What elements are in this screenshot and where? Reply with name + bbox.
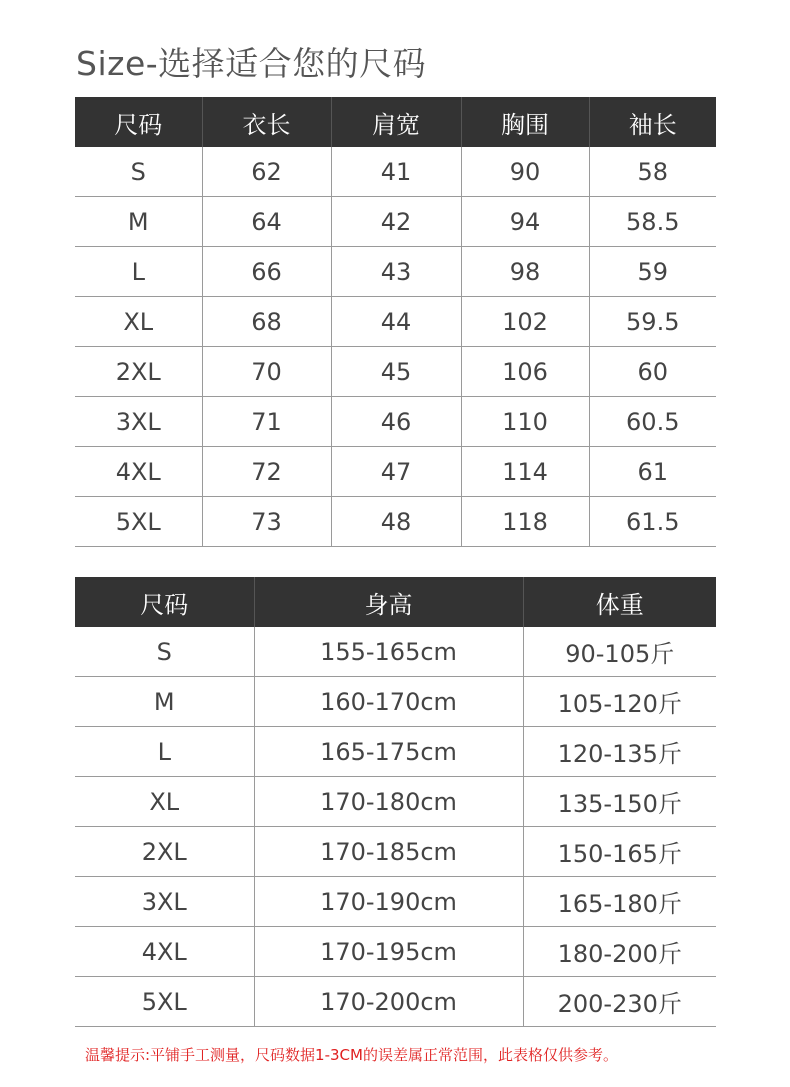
cell-length: 66 [202, 247, 331, 297]
cell-height: 160-170cm [254, 677, 523, 727]
cell-size: XL [75, 297, 202, 347]
cell-sleeve: 58.5 [589, 197, 716, 247]
cell-shoulder: 44 [331, 297, 461, 347]
cell-shoulder: 48 [331, 497, 461, 547]
garment-size-table [75, 97, 716, 547]
cell-height: 170-195cm [254, 927, 523, 977]
cell-sleeve: 61.5 [589, 497, 716, 547]
table-row [75, 397, 716, 447]
cell-size: 4XL [75, 447, 202, 497]
header-length: 衣长 [202, 97, 331, 147]
cell-chest: 102 [461, 297, 589, 347]
table-row [75, 447, 716, 497]
table-header-row [75, 97, 716, 147]
cell-weight: 90-105斤 [523, 627, 716, 677]
cell-height: 170-190cm [254, 877, 523, 927]
table-row [75, 927, 716, 977]
page-title: Size-选择适合您的尺码 [76, 44, 427, 83]
cell-weight: 105-120斤 [523, 677, 716, 727]
cell-shoulder: 47 [331, 447, 461, 497]
cell-size: M [75, 197, 202, 247]
table-row [75, 877, 716, 927]
cell-shoulder: 46 [331, 397, 461, 447]
cell-size: 3XL [75, 877, 254, 927]
table-row [75, 247, 716, 297]
cell-chest: 106 [461, 347, 589, 397]
cell-sleeve: 58 [589, 147, 716, 197]
cell-size: 5XL [75, 497, 202, 547]
fit-size-table [75, 577, 716, 1027]
cell-size: M [75, 677, 254, 727]
cell-size: 3XL [75, 397, 202, 447]
cell-length: 64 [202, 197, 331, 247]
cell-shoulder: 42 [331, 197, 461, 247]
table-row [75, 977, 716, 1027]
cell-size: 2XL [75, 347, 202, 397]
cell-shoulder: 43 [331, 247, 461, 297]
cell-length: 73 [202, 497, 331, 547]
cell-length: 71 [202, 397, 331, 447]
cell-height: 170-200cm [254, 977, 523, 1027]
cell-weight: 135-150斤 [523, 777, 716, 827]
cell-height: 155-165cm [254, 627, 523, 677]
cell-size: S [75, 147, 202, 197]
header-shoulder: 肩宽 [331, 97, 461, 147]
cell-sleeve: 60 [589, 347, 716, 397]
cell-sleeve: 61 [589, 447, 716, 497]
cell-height: 165-175cm [254, 727, 523, 777]
table-row [75, 147, 716, 197]
cell-length: 62 [202, 147, 331, 197]
table-row [75, 197, 716, 247]
table-row [75, 727, 716, 777]
cell-size: L [75, 247, 202, 297]
cell-size: 2XL [75, 827, 254, 877]
cell-size: L [75, 727, 254, 777]
header-size: 尺码 [75, 97, 202, 147]
cell-weight: 165-180斤 [523, 877, 716, 927]
cell-length: 70 [202, 347, 331, 397]
measurement-note: 温馨提示:平铺手工测量，尺码数据1-3CM的误差属正常范围，此表格仅供参考。 [85, 1046, 618, 1064]
cell-height: 170-180cm [254, 777, 523, 827]
table-row [75, 777, 716, 827]
header-sleeve: 袖长 [589, 97, 716, 147]
cell-length: 68 [202, 297, 331, 347]
cell-sleeve: 59.5 [589, 297, 716, 347]
table-row [75, 297, 716, 347]
table-row [75, 497, 716, 547]
cell-weight: 200-230斤 [523, 977, 716, 1027]
cell-chest: 98 [461, 247, 589, 297]
cell-chest: 118 [461, 497, 589, 547]
table-row [75, 827, 716, 877]
cell-chest: 114 [461, 447, 589, 497]
cell-size: XL [75, 777, 254, 827]
cell-weight: 180-200斤 [523, 927, 716, 977]
table-row [75, 347, 716, 397]
cell-weight: 120-135斤 [523, 727, 716, 777]
cell-length: 72 [202, 447, 331, 497]
cell-sleeve: 59 [589, 247, 716, 297]
table-row [75, 677, 716, 727]
cell-sleeve: 60.5 [589, 397, 716, 447]
header-height: 身高 [254, 577, 523, 627]
cell-size: 5XL [75, 977, 254, 1027]
cell-shoulder: 41 [331, 147, 461, 197]
cell-weight: 150-165斤 [523, 827, 716, 877]
header-weight: 体重 [523, 577, 716, 627]
cell-size: S [75, 627, 254, 677]
cell-chest: 94 [461, 197, 589, 247]
header-size: 尺码 [75, 577, 254, 627]
cell-shoulder: 45 [331, 347, 461, 397]
header-chest: 胸围 [461, 97, 589, 147]
cell-chest: 90 [461, 147, 589, 197]
cell-chest: 110 [461, 397, 589, 447]
table-header-row [75, 577, 716, 627]
cell-height: 170-185cm [254, 827, 523, 877]
table-row [75, 627, 716, 677]
cell-size: 4XL [75, 927, 254, 977]
